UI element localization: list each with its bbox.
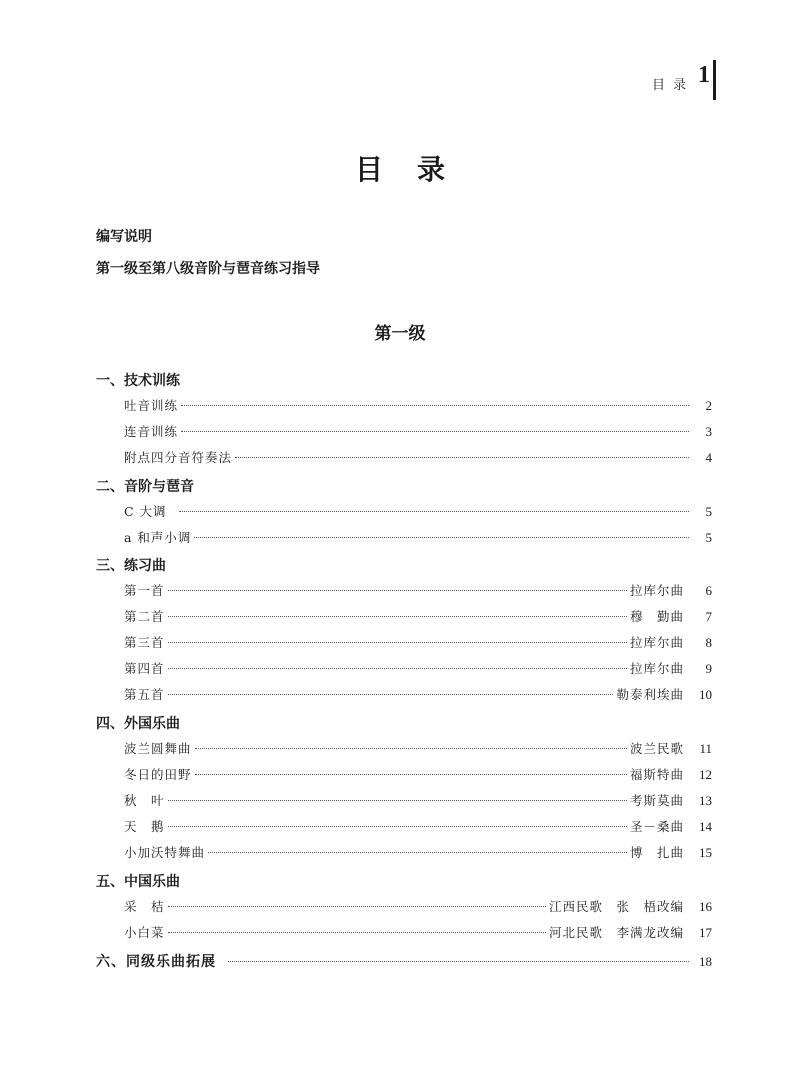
toc-entry-extension[interactable] [96,951,712,971]
toc-entry[interactable] [124,422,712,442]
entry-page: 14 [699,819,712,834]
entry-author: 拉库尔曲 [629,635,684,650]
page-title: 目录 [354,153,479,186]
toc-entry[interactable] [124,581,712,601]
entry-page: 15 [699,845,712,860]
toc-entry[interactable] [124,659,712,679]
toc-entry[interactable] [124,923,712,943]
dot-leader [168,826,627,827]
entry-author: 福斯特曲 [629,767,684,782]
entry-page: 10 [699,687,712,702]
dot-leader [181,405,689,406]
entry-title: 冬日的田野 [124,767,192,782]
section-heading: 五、中国乐曲 [96,874,180,890]
entry-title: 六、同级乐曲拓展 [96,954,216,970]
entry-author: 博 扎曲 [629,845,684,860]
entry-page: 3 [705,424,712,439]
entry-page: 8 [705,635,712,650]
entry-page: 9 [705,661,712,676]
entry-title: 连音训练 [124,424,179,439]
entry-title: 第三首 [124,635,165,650]
toc-entry[interactable] [124,607,712,627]
header-label: 目 录 [652,78,689,93]
entry-page: 4 [705,450,712,465]
entry-page: 17 [699,925,712,940]
toc-entry[interactable] [124,502,712,522]
entry-page: 18 [699,954,712,969]
dot-leader [168,800,627,801]
entry-page: 16 [699,899,712,914]
entry-title: 第四首 [124,661,165,676]
entry-page: 5 [705,530,712,545]
dot-leader [168,932,546,933]
dot-leader [168,616,627,617]
entry-author: 圣－桑曲 [629,819,684,834]
dot-leader [195,748,627,749]
entry-title: 第五首 [124,687,165,702]
dot-leader [179,511,689,512]
dot-leader [168,642,627,643]
toc-entry[interactable] [124,633,712,653]
entry-title: 采 桔 [124,899,165,914]
toc-entry[interactable] [124,685,712,705]
entry-title: 小白菜 [124,925,165,940]
entry-author: 拉库尔曲 [629,583,684,598]
pre-item-scale-guide: 第一级至第八级音阶与琶音练习指导 [96,261,320,277]
entry-author: 考斯莫曲 [629,793,684,808]
header-rule [713,60,716,100]
entry-title: 附点四分音符奏法 [124,450,233,465]
entry-title: 天 鹅 [124,819,165,834]
dot-leader [195,774,627,775]
toc-entry[interactable] [124,739,712,759]
section-heading: 三、练习曲 [96,558,166,574]
dot-leader [168,590,627,591]
toc-entry[interactable] [124,765,712,785]
entry-page: 12 [699,767,712,782]
header-page-number: 1 [698,62,710,88]
toc-entry[interactable] [124,528,712,548]
entry-title: 小加沃特舞曲 [124,845,206,860]
dot-leader [208,852,627,853]
entry-page: 13 [699,793,712,808]
toc-entry[interactable] [124,791,712,811]
section-heading: 二、音阶与琶音 [96,479,194,495]
entry-author: 拉库尔曲 [629,661,684,676]
section-heading: 一、技术训练 [96,373,180,389]
toc-entry[interactable] [124,396,712,416]
entry-page: 5 [705,504,712,519]
pre-item-writing-notes: 编写说明 [96,229,152,245]
toc-entry[interactable] [124,843,712,863]
dot-leader [168,694,614,695]
entry-author: 穆 勤曲 [629,609,684,624]
toc-entry[interactable] [124,448,712,468]
entry-page: 6 [705,583,712,598]
entry-title: 第一首 [124,583,165,598]
dot-leader [194,537,689,538]
toc-entry[interactable] [124,897,712,917]
level-heading: 第一级 [374,324,426,344]
entry-author: 河北民歌 李满龙改编 [548,925,684,940]
entry-title: 吐音训练 [124,398,179,413]
entry-title: 秋 叶 [124,793,165,808]
dot-leader [181,431,689,432]
entry-page: 7 [705,609,712,624]
dot-leader [168,668,627,669]
dot-leader [235,457,689,458]
entry-title: 波兰圆舞曲 [124,741,192,756]
entry-title: C 大调 [124,504,167,519]
entry-title: 第二首 [124,609,165,624]
entry-author: 勒泰利埃曲 [616,687,684,702]
entry-author: 波兰民歌 [629,741,684,756]
dot-leader [168,906,546,907]
entry-author: 江西民歌 张 梧改编 [548,899,684,914]
entry-page: 2 [705,398,712,413]
entry-page: 11 [699,741,712,756]
entry-title: a 和声小调 [124,530,192,545]
section-heading: 四、外国乐曲 [96,716,180,732]
dot-leader [228,961,689,962]
toc-entry[interactable] [124,817,712,837]
